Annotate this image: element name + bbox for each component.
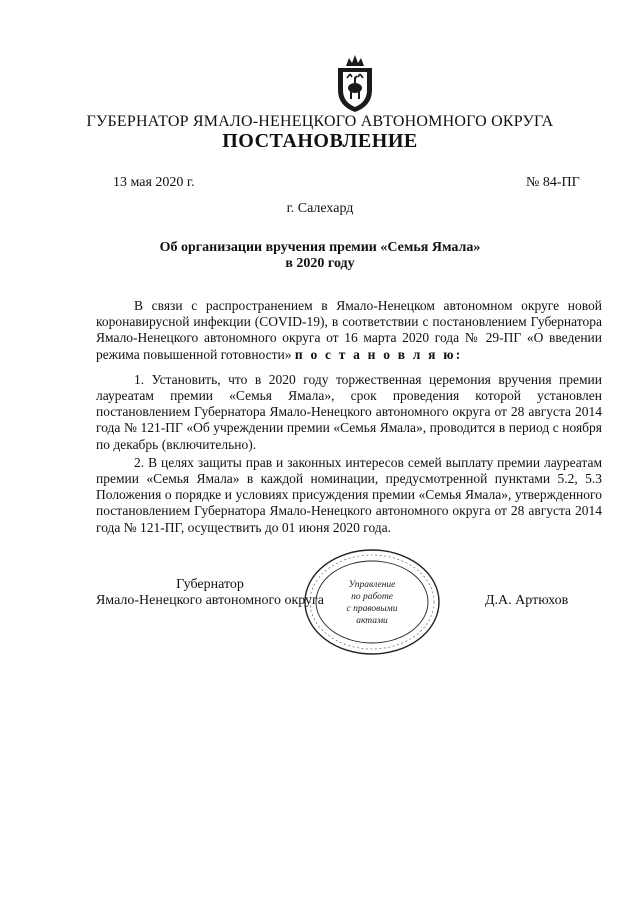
clause-2: 2. В целях защиты прав и законных интересов семей выплату премии лауреатам премии «Семья Ямала» в каждой номинации, предусмотренной пунктами 5.2, 5.3 Положения о порядке и условиях присуждения премии «Семья Ямала», утвержденного постановлением Губернатора Ямало-Ненецкого автономного округа от 28 августа 2014 года № 121-ПГ, осуществить до 01 июня 2020 года. — [96, 454, 602, 535]
signatory-title-line-1: Губернатор — [176, 577, 244, 592]
title-line-2: в 2020 году — [285, 256, 355, 271]
issuer-title: ГУБЕРНАТОР ЯМАЛО-НЕНЕЦКОГО АВТОНОМНОГО ОКРУГА — [86, 113, 554, 130]
signatory-title — [95, 577, 325, 609]
title-line-1: Об организации вручения премии «Семья Ямала» — [159, 240, 481, 255]
document-city: г. Салехард — [286, 201, 354, 216]
preamble-text: В связи с распространением в Ямало-Ненецком автономном округе новой коронавирусной инфекции (COVID-19), в соответствии с постановлением Губернатора Ямало-Ненецкого автономного округа от 16 марта 2020 года № 29-ПГ «О введении режима повышенной готовности» — [96, 298, 602, 362]
coat-of-arms-icon — [330, 52, 380, 114]
stamp-text-3: с правовыми — [346, 604, 398, 614]
signatory-name: Д.А. Артюхов — [485, 593, 569, 608]
stamp-text-4: актами — [356, 616, 388, 626]
preamble-paragraph — [96, 298, 602, 363]
document-body — [96, 298, 602, 545]
stamp-text-2: по работе — [351, 592, 393, 602]
official-stamp — [302, 547, 442, 657]
document-number: № 84-ПГ — [526, 175, 580, 190]
document-title — [120, 240, 520, 272]
stamp-text-1: Управление — [348, 580, 396, 590]
clause-1: 1. Установить, что в 2020 году торжественная церемония вручения премии лауреатам премии «Семья Ямала», срок проведения которой установлен постановлением Губернатора Ямало-Ненецкого автономного округа от 28 августа 2014 года № 121-ПГ «Об учреждении премии «Семья Ямала», проводится в период с ноября по декабрь (включительно). — [96, 371, 602, 452]
decree-word: п о с т а н о в л я ю: — [294, 346, 463, 362]
document-type: ПОСТАНОВЛЕНИЕ — [222, 130, 418, 152]
document-date: 13 мая 2020 г. — [113, 175, 195, 190]
signatory-title-line-2: Ямало-Ненецкого автономного округа — [95, 593, 325, 608]
